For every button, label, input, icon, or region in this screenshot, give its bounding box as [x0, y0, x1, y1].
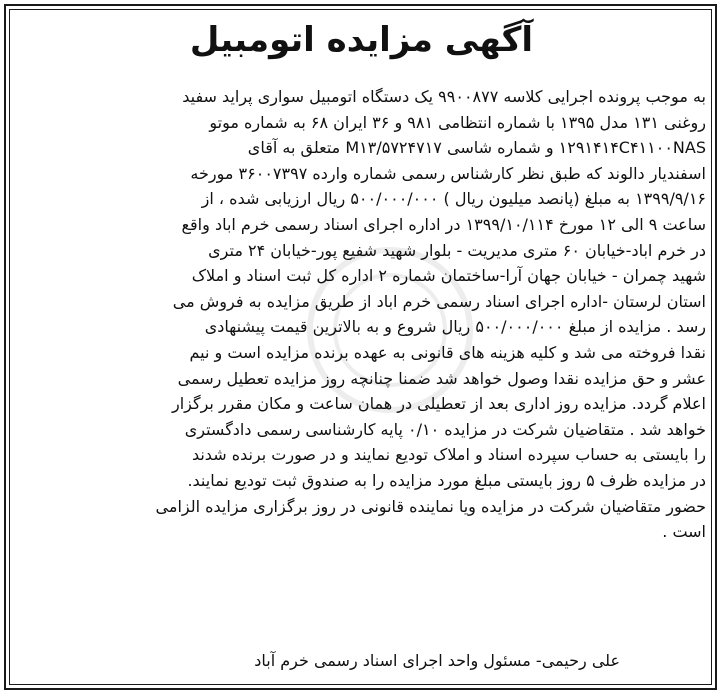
body-line: را بایستی به حساب سپرده اسناد و املاک توديع نمایند و در صورت برنده شدند [191, 445, 706, 465]
notice-body [30, 84, 706, 545]
body-line: نقدا فروخته می شد و کلیه هزینه های قانونی به عهده برنده مزایده است و نیم [189, 342, 706, 362]
body-line: حضور متقاضیان شرکت در مزایده ویا نماینده قانونی در روز برگزاری مزایده الزامی [155, 496, 706, 516]
body-line: روغنی ۱۳۱ مدل ۱۳۹۵ با شماره انتظامی ۹۸۱ و ۳۶ ایران ۶۸ به شماره موتو [209, 112, 706, 132]
body-line: به موجب پرونده اجرایی کلاسه ۹۹۰۰۸۷۷ یک دستگاه اتومبیل سواری پراید سفید [182, 87, 706, 106]
body-line: اسفندیار دالوند که طبق نظر کارشناس رسمی شماره وارده ۳۶۰۰۷۳۹۷ مورخه [190, 163, 706, 183]
signature-line: علی رحیمی- مسئول واحد اجرای اسناد رسمی خرم آباد [254, 651, 620, 670]
body-line: ساعت ۹ الی ۱۲ مورخ ۱۳۹۹/۱۰/۱۱۴ در اداره اجرای اسناد رسمی خرم اباد واقع [181, 214, 706, 234]
body-line: است . [662, 522, 706, 542]
body-line: عشر و حق مزایده نقدا وصول خواهد شد ضمنا چنانچه روز مزایده تعطیل رسمی [177, 368, 706, 388]
body-line: اعلام گردد. مزایده روز اداری بعد از تعطیلی در همان ساعت و مکان مقرر برگزار [171, 394, 706, 414]
body-line: ۱۳۹۹/۹/۱۶ به مبلغ (پانصد میلیون ریال ) ۵۰۰/۰۰۰/۰۰۰ ریال ارزیابی شده ، از [201, 189, 706, 209]
body-line: در خرم اباد-خیابان ۶۰ متری مدیریت - بلوار شهید شفیع پور-خیابان ۲۴ متری [208, 240, 706, 260]
body-line: شهید چمران - خیابان جهان آرا-ساختمان شماره ۲ اداره کل ثبت اسناد و املاک [191, 266, 706, 286]
notice-title: آگهی مزایده اتومبیل [189, 20, 534, 60]
body-line: ۱۲۹۱۴۱۴C۴۱۱۰۰NAS و شماره شاسی M۱۳/۵۷۲۴۷۱۷ متعلق به آقای [247, 138, 706, 158]
body-line: در مزایده ظرف ۵ روز بایستی مبلغ مورد مزایده را به صندوق ثبت تودیع نمایند. [187, 470, 706, 490]
body-line: خواهد شد . متقاضیان شرکت در مزایده ۰/۱۰ پایه کارشناسی رسمی دادگستری [184, 419, 706, 439]
body-line: رسد . مزایده از مبلغ ۵۰۰/۰۰۰/۰۰۰ ریال شروع و به بالاترین قیمت پیشنهادی [204, 317, 706, 337]
body-line: استان لرستان -اداره اجرای اسناد رسمی خرم اباد از طریق مزایده به فروش می [172, 291, 706, 311]
